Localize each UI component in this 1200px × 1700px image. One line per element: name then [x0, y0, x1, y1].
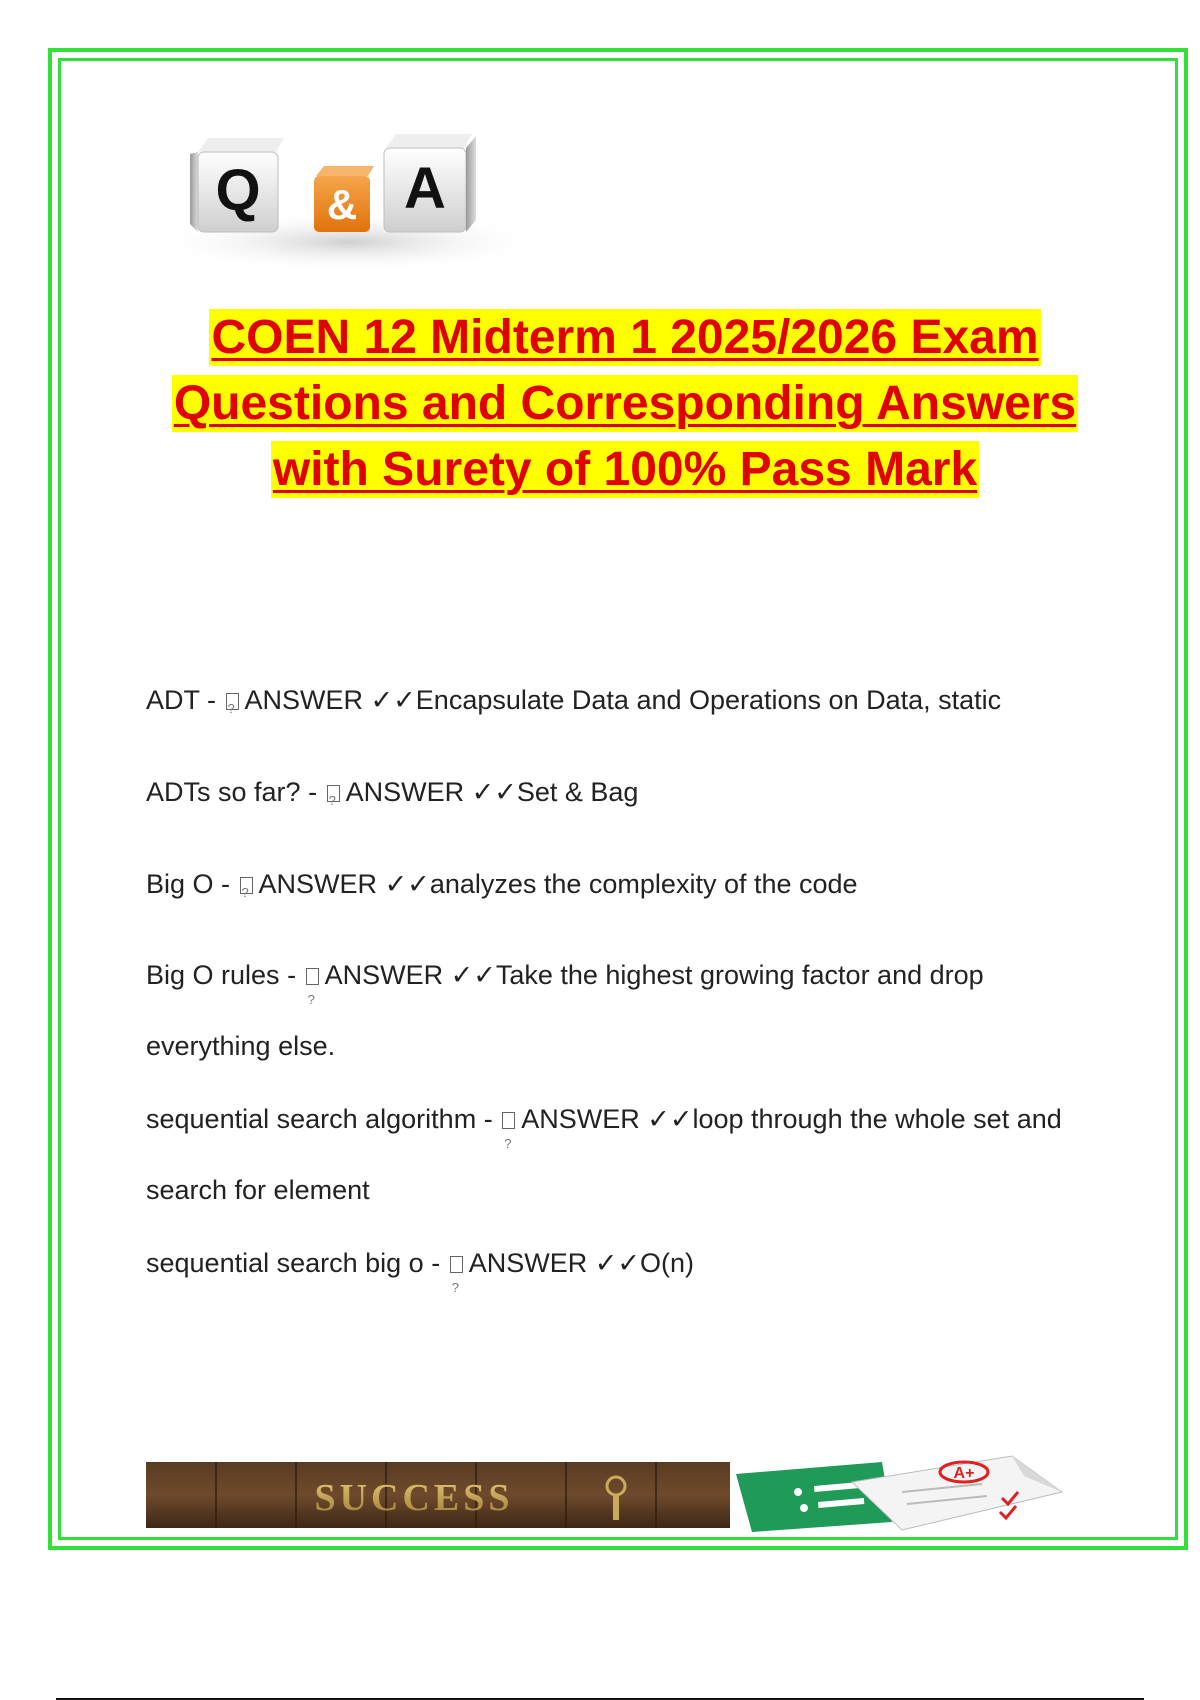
- missing-glyph-icon: [450, 1256, 463, 1273]
- check-marks: ✓✓: [471, 777, 517, 807]
- qa-term: Big O rules: [146, 960, 280, 990]
- qa-answer-label: ANSWER: [468, 1248, 588, 1278]
- qa-answer: Encapsulate Data and Operations on Data, static: [415, 685, 1002, 715]
- qa-item: sequential search big o - ?ANSWER ✓✓O(n): [146, 1228, 1096, 1299]
- missing-glyph-icon: [306, 968, 319, 985]
- title-line-3: with Surety of 100% Pass Mark: [272, 443, 978, 496]
- qa-answer: loop through the whole set and search for element: [146, 1104, 1062, 1205]
- missing-glyph-icon: [226, 693, 239, 710]
- qa-answer: Take the highest growing factor and drop everything else.: [146, 960, 984, 1061]
- missing-glyph-icon: [327, 785, 340, 802]
- qa-list: [146, 680, 1096, 1319]
- qa-answer-label: ANSWER: [521, 1104, 640, 1134]
- check-marks: ✓✓: [370, 685, 416, 715]
- title-line-2: Questions and Corresponding Answers: [173, 377, 1077, 430]
- dice-q-letter: Q: [215, 158, 261, 223]
- missing-glyph-icon: [240, 877, 253, 894]
- dice-a: [384, 134, 476, 232]
- dice-a-letter: A: [404, 156, 446, 221]
- qa-item: ADT - ?ANSWER ✓✓Encapsulate Data and Operations on Data, static: [146, 680, 1096, 720]
- dice-ampersand-letter: &: [326, 181, 358, 228]
- qa-answer: O(n): [639, 1248, 694, 1278]
- success-banner: [146, 1462, 730, 1528]
- qa-dice-logo: [146, 92, 552, 274]
- qa-answer-label: ANSWER: [258, 869, 378, 899]
- qa-item: Big O - ?ANSWER ✓✓analyzes the complexity of the code: [146, 864, 1096, 904]
- check-marks: ✓✓: [450, 960, 496, 990]
- qa-term: sequential search big o: [146, 1248, 424, 1278]
- qa-item: Big O rules - ?ANSWER ✓✓Take the highest growing factor and drop everything else.: [146, 940, 1046, 1082]
- qa-answer-label: ANSWER: [324, 960, 444, 990]
- missing-glyph-icon: [502, 1112, 515, 1129]
- qa-answer-label: ANSWER: [244, 685, 364, 715]
- check-marks: ✓✓: [647, 1104, 693, 1134]
- document-title: [60, 305, 1190, 503]
- graded-test-illustration: [732, 1452, 1072, 1534]
- success-text: SUCCESS: [314, 1477, 514, 1519]
- dice-q: [190, 138, 284, 232]
- dice-ampersand: [314, 166, 374, 232]
- check-marks: ✓✓: [594, 1248, 640, 1278]
- grade-badge: A+: [953, 1465, 975, 1482]
- qa-term: Big O: [146, 869, 214, 899]
- qa-item: ADTs so far? - ?ANSWER ✓✓Set & Bag: [146, 772, 1096, 812]
- qa-item: sequential search algorithm - ?ANSWER ✓✓loop through the whole set and search for element: [146, 1084, 1076, 1226]
- check-marks: ✓✓: [384, 869, 430, 899]
- qa-term: ADTs so far?: [146, 777, 301, 807]
- qa-term: ADT: [146, 685, 200, 715]
- qa-answer: analyzes the complexity of the code: [429, 869, 858, 899]
- title-line-1: COEN 12 Midterm 1 2025/2026 Exam: [211, 311, 1039, 364]
- qa-term: sequential search algorithm: [146, 1104, 477, 1134]
- qa-answer: Set & Bag: [516, 777, 639, 807]
- qa-answer-label: ANSWER: [345, 777, 465, 807]
